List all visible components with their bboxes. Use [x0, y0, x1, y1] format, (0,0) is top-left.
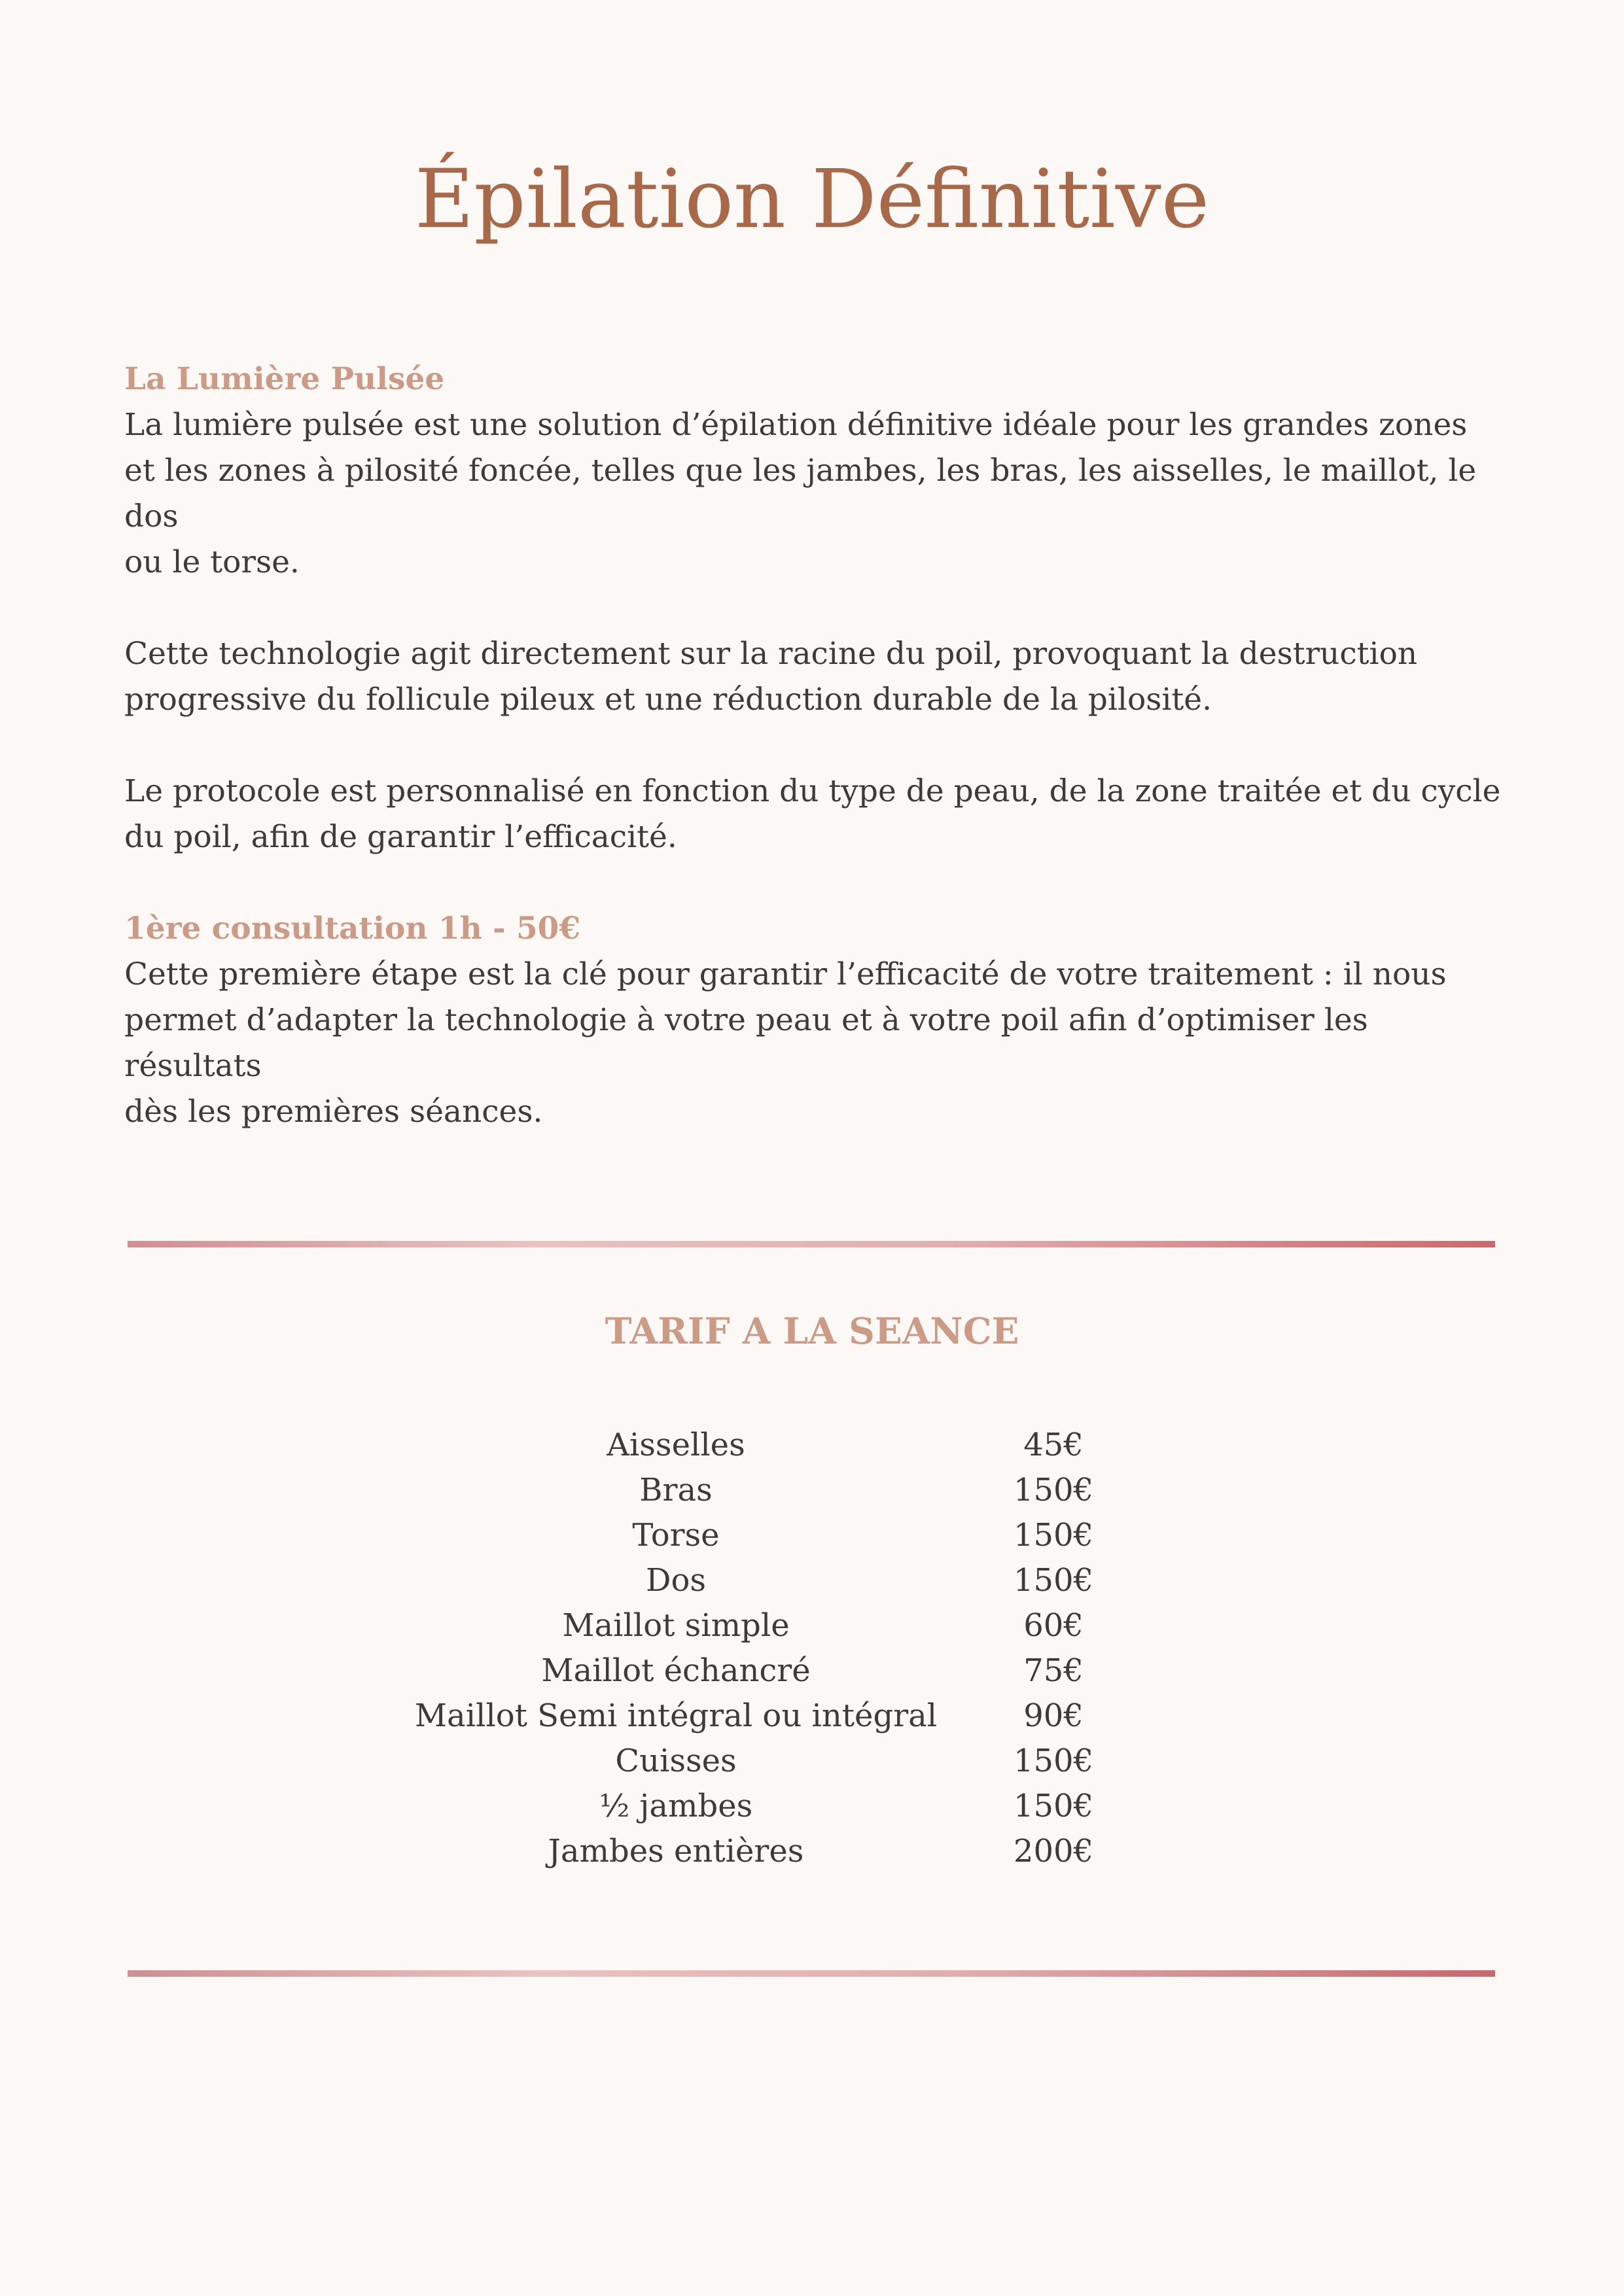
price-row	[0, 1739, 1624, 1784]
consultation-line: permet d’adapter la technologie à votre peau et à votre poil afin d’optimiser les résultats	[124, 1002, 1368, 1084]
consultation-line: Cette première étape est la clé pour garantir l’efficacité de votre traitement : il nous	[124, 956, 1447, 992]
price-zone: Cuisses	[615, 1743, 737, 1779]
price-row	[0, 1648, 1624, 1694]
price-row	[0, 1603, 1624, 1648]
price-amount: 200€	[1013, 1833, 1094, 1870]
price-amount: 150€	[1013, 1562, 1094, 1599]
price-amount: 90€	[1023, 1697, 1084, 1734]
price-amount: 60€	[1023, 1607, 1084, 1644]
price-list	[0, 1423, 1624, 1874]
tariff-title: TARIF A LA SEANCE	[605, 1310, 1019, 1352]
price-row	[0, 1423, 1624, 1468]
price-zone: Maillot Semi intégral ou intégral	[414, 1697, 938, 1734]
price-zone: Maillot simple	[562, 1607, 790, 1644]
price-amount: 150€	[1013, 1517, 1094, 1554]
price-amount: 150€	[1013, 1788, 1094, 1824]
price-row	[0, 1468, 1624, 1513]
intro-line: ou le torse.	[124, 544, 300, 580]
price-zone: Maillot échancré	[541, 1652, 811, 1689]
price-zone: ½ jambes	[599, 1788, 753, 1824]
price-row	[0, 1829, 1624, 1874]
page-title: Épilation Définitive	[414, 152, 1210, 247]
spacer	[124, 585, 1511, 631]
price-amount: 75€	[1023, 1652, 1084, 1689]
technology-line: Cette technologie agit directement sur la racine du poil, provoquant la destruction	[124, 636, 1418, 672]
price-zone: Jambes entières	[548, 1833, 804, 1870]
top-divider	[128, 1241, 1495, 1247]
protocol-line: du poil, afin de garantir l’efficacité.	[124, 819, 677, 855]
section-heading-consultation: 1ère consultation 1h - 50€	[124, 911, 581, 947]
price-zone: Bras	[639, 1472, 713, 1508]
price-zone: Torse	[632, 1517, 720, 1554]
price-zone: Dos	[645, 1562, 706, 1599]
price-zone: Aisselles	[607, 1427, 745, 1463]
price-row	[0, 1694, 1624, 1739]
price-row	[0, 1784, 1624, 1829]
price-row	[0, 1513, 1624, 1558]
price-amount: 150€	[1013, 1472, 1094, 1508]
section-heading-lumiere-pulsee: La Lumière Pulsée	[124, 361, 445, 397]
consultation-line: dès les premières séances.	[124, 1094, 543, 1130]
protocol-line: Le protocole est personnalisé en fonction du type de peau, de la zone traitée et du cycle	[124, 773, 1501, 809]
price-row	[0, 1558, 1624, 1603]
spacer	[124, 723, 1511, 769]
price-amount: 150€	[1013, 1743, 1094, 1779]
content	[124, 357, 1511, 1135]
spacer	[124, 860, 1511, 906]
bottom-divider	[128, 1970, 1495, 1977]
technology-line: progressive du follicule pileux et une réduction durable de la pilosité.	[124, 682, 1212, 718]
price-amount: 45€	[1023, 1427, 1084, 1463]
intro-line: La lumière pulsée est une solution d’épilation définitive idéale pour les grandes zones	[124, 407, 1468, 443]
intro-line: et les zones à pilosité foncée, telles que les jambes, les bras, les aisselles, le maillot, le dos	[124, 453, 1477, 534]
